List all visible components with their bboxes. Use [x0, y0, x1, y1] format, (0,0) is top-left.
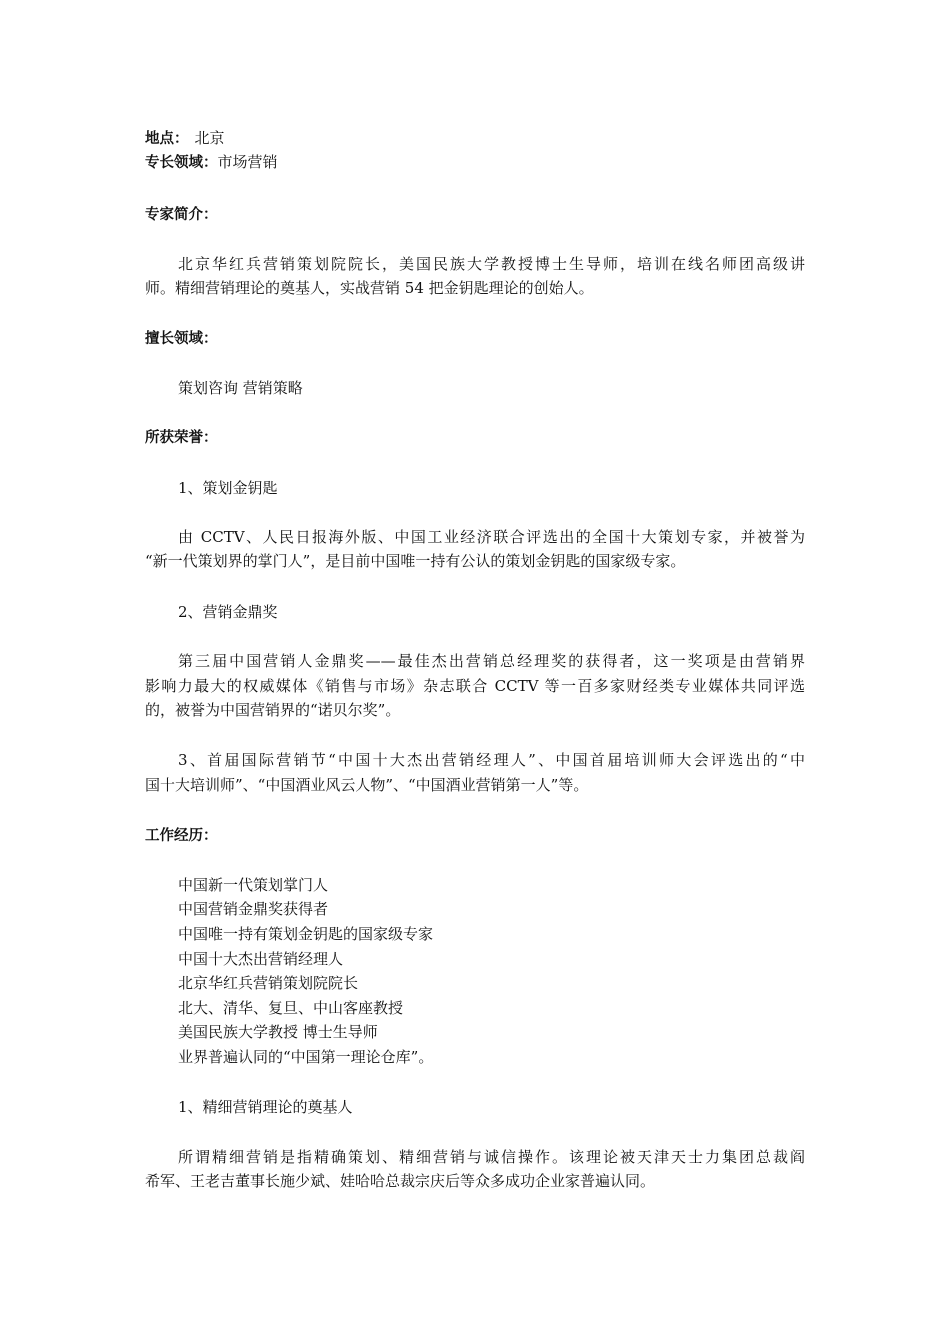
- specialty-label: 专长领域：: [145, 155, 218, 171]
- location-line: [145, 128, 225, 149]
- experience-item: 中国十大杰出营销经理人: [178, 950, 344, 968]
- experience-item: 美国民族大学教授 博士生导师: [178, 1023, 378, 1041]
- intro-line: 北京华红兵营销策划院院长，美国民族大学教授博士生导师，培训在线名师团高级讲: [178, 255, 805, 273]
- experience-heading: 工作经历：: [145, 828, 218, 844]
- honor-2-line: 第三届中国营销人金鼎奖——最佳杰出营销总经理奖的获得者，这一奖项是由营销界: [178, 652, 805, 670]
- experience-item: 北京华红兵营销策划院院长: [178, 974, 359, 992]
- experience-item: 业界普遍认同的“中国第一理论仓库”。: [178, 1048, 434, 1066]
- honor-3-line: 3、首届国际营销节“中国十大杰出营销经理人”、中国首届培训师大会评选出的“中: [178, 751, 805, 769]
- honor-2-line: 影响力最大的权威媒体《销售与市场》杂志联合 CCTV 等一百多家财经类专业媒体共同评选: [145, 677, 805, 695]
- experience-item: 中国新一代策划掌门人: [178, 876, 329, 894]
- experience-item: 北大、清华、复旦、中山客座教授: [178, 999, 404, 1017]
- experience-sub-line: 希军、王老吉董事长施少斌、娃哈哈总裁宗庆后等众多成功企业家普遍认同。: [145, 1172, 656, 1190]
- intro-line: 师。精细营销理论的奠基人，实战营销 54 把金钥匙理论的创始人。: [145, 279, 594, 297]
- honors-heading: 所获荣誉：: [145, 430, 218, 446]
- specialty-value: 市场营销: [217, 153, 278, 171]
- specialty-line: [145, 152, 278, 173]
- experience-sub-line: 所谓精细营销是指精确策划、精细营销与诚信操作。该理论被天津天士力集团总裁阎: [178, 1148, 805, 1166]
- expertise-text: 策划咨询 营销策略: [178, 379, 303, 397]
- honor-2-title: 2、营销金鼎奖: [178, 603, 278, 621]
- location-value: 北京: [194, 129, 225, 147]
- honor-1-line: “新一代策划界的掌门人”，是目前中国唯一持有公认的策划金钥匙的国家级专家。: [145, 552, 686, 570]
- intro-heading: 专家简介：: [145, 207, 218, 223]
- expertise-heading: 擅长领域：: [145, 331, 218, 347]
- experience-item: 中国唯一持有策划金钥匙的国家级专家: [178, 925, 434, 943]
- honor-2-line: 的，被誉为中国营销界的“诺贝尔奖”。: [145, 701, 401, 719]
- honor-3-line: 国十大培训师”、“中国酒业风云人物”、“中国酒业营销第一人”等。: [145, 776, 589, 794]
- experience-item: 中国营销金鼎奖获得者: [178, 900, 329, 918]
- experience-sub-title: 1、精细营销理论的奠基人: [178, 1098, 353, 1116]
- honor-1-line: 由 CCTV、人民日报海外版、中国工业经济联合评选出的全国十大策划专家，并被誉为: [178, 528, 805, 546]
- honor-1-title: 1、策划金钥匙: [178, 479, 278, 497]
- location-label: 地点：: [145, 131, 189, 147]
